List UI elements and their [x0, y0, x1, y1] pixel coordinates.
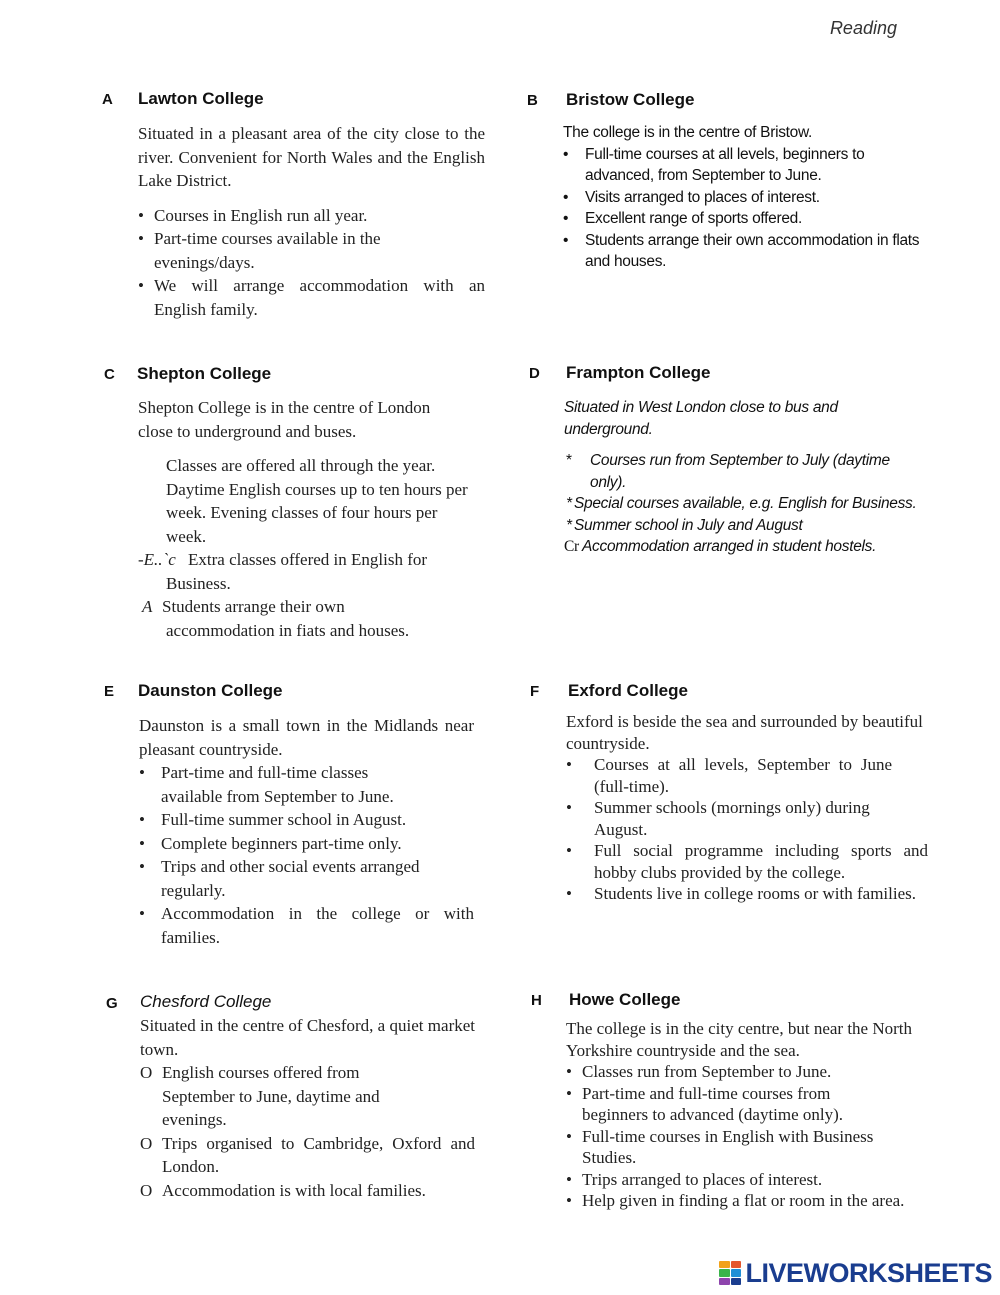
list-item: A Students arrange their own accommodation in fiats and houses.: [142, 597, 410, 640]
list-item: • Trips and other social events arranged regularly.: [139, 857, 420, 900]
list-item: • Trips arranged to places of interest.: [566, 1169, 823, 1189]
list-item: • Summer schools (mornings only) during August.: [566, 798, 870, 839]
list-item: • Full-time summer school in August.: [139, 810, 407, 829]
college-title-howe: Howe College: [569, 990, 681, 1009]
college-h-intro: The college is in the city centre, but near the North Yorkshire countryside and the sea.: [566, 1019, 913, 1060]
list-item: • Excellent range of sports offered.: [563, 210, 802, 227]
section-letter-c: C: [104, 366, 115, 383]
liveworksheets-logo-icon: [719, 1261, 741, 1285]
college-d-intro: Situated in West London close to bus and underground.: [564, 399, 838, 438]
college-e-intro: Daunston is a small town in the Midlands near pleasant countryside.: [139, 716, 474, 759]
college-d-list: [564, 450, 924, 558]
section-letter-g: G: [106, 995, 118, 1012]
section-letter-b: B: [527, 92, 538, 109]
list-item: • Part-time courses available in the evenings/days.: [138, 229, 381, 272]
college-h-list: [566, 1061, 938, 1212]
college-e-list: [139, 761, 474, 949]
list-item: O Accommodation is with local families.: [140, 1180, 426, 1200]
liveworksheets-logo: [719, 1257, 992, 1288]
college-title-lawton: Lawton College: [138, 89, 264, 108]
list-item: Classes are offered all through the year. Daytime English courses up to ten hours per week. Evening classes of four hours per week.: [166, 456, 468, 546]
list-item: • Part-time and full-time classes available from September to June.: [139, 763, 394, 806]
college-title-bristow: Bristow College: [566, 90, 695, 109]
college-h-body: [566, 1018, 938, 1212]
section-letter-h: H: [531, 992, 542, 1009]
college-title-exford: Exford College: [568, 681, 688, 700]
list-item: • Accommodation in the college or with families.: [139, 904, 474, 947]
list-item: -E..`c Extra classes offered in English for Business.: [138, 550, 428, 593]
college-title-frampton: Frampton College: [566, 363, 711, 382]
section-letter-a: A: [102, 91, 113, 108]
list-item: • Students live in college rooms or with families.: [566, 884, 917, 903]
list-item: • Visits arranged to places of interest.: [563, 188, 820, 206]
list-item: • Full-time courses in English with Business Studies.: [566, 1126, 874, 1167]
list-item: * Special courses available, e.g. English for Business.: [566, 495, 917, 512]
list-item: • Complete beginners part-time only.: [139, 833, 402, 853]
college-a-intro: Situated in a pleasant area of the city close to the river. Convenient for North Wales and the English Lake District.: [138, 124, 485, 190]
page-header-reading: Reading: [829, 18, 897, 38]
list-item: • Help given in finding a flat or room in the area.: [566, 1191, 905, 1210]
list-item: Cr Accommodation arranged in student hostels.: [564, 538, 877, 555]
list-item: • Full social programme including sports and hobby clubs provided by the college.: [566, 841, 928, 882]
college-b-body: [563, 122, 933, 273]
college-g-list: [140, 1061, 475, 1202]
liveworksheets-brand: LIVEWORKSHEETS: [745, 1257, 992, 1288]
section-letter-d: D: [529, 365, 540, 382]
section-letter-e: E: [104, 683, 115, 700]
college-a-list: [138, 204, 485, 322]
list-item: • Classes run from September to June.: [566, 1062, 832, 1081]
college-g-intro: Situated in the centre of Chesford, a quiet market town.: [140, 1016, 475, 1059]
list-item: O Trips organised to Cambridge, Oxford and London.: [140, 1133, 475, 1176]
college-f-intro: Exford is beside the sea and surrounded by beautiful countryside.: [566, 712, 923, 753]
college-f-list: [566, 754, 928, 905]
section-letter-f: F: [530, 683, 540, 700]
list-item: O English courses offered from September to June, daytime and evenings.: [140, 1063, 380, 1129]
college-g-body: [140, 1014, 475, 1202]
college-a-body: [138, 122, 485, 321]
college-title-chesford: Chesford College: [140, 992, 272, 1011]
list-item: * Courses run from September to July (daytime only).: [566, 452, 890, 491]
college-title-shepton: Shepton College: [137, 364, 272, 383]
list-item: • Courses in English run all year.: [138, 205, 368, 225]
list-item: • Courses at all levels, September to June (full-time).: [566, 755, 892, 796]
college-b-intro: The college is in the centre of Bristow.: [563, 124, 813, 141]
college-e-body: [139, 714, 474, 949]
list-item: • We will arrange accommodation with an English family.: [138, 276, 485, 319]
college-c-intro: Shepton College is in the centre of London close to underground and buses.: [138, 398, 431, 441]
list-item: • Students arrange their own accommodation in flats and houses.: [563, 231, 920, 270]
college-title-daunston: Daunston College: [138, 681, 283, 700]
college-f-body: [566, 711, 928, 905]
list-item: • Full-time courses at all levels, beginners to advanced, from September to June.: [563, 145, 865, 184]
list-item: • Part-time and full-time courses from beginners to advanced (daytime only).: [566, 1083, 844, 1124]
college-b-list: [563, 144, 933, 273]
list-item: * Summer school in July and August: [566, 516, 803, 534]
college-c-list: [138, 454, 478, 642]
